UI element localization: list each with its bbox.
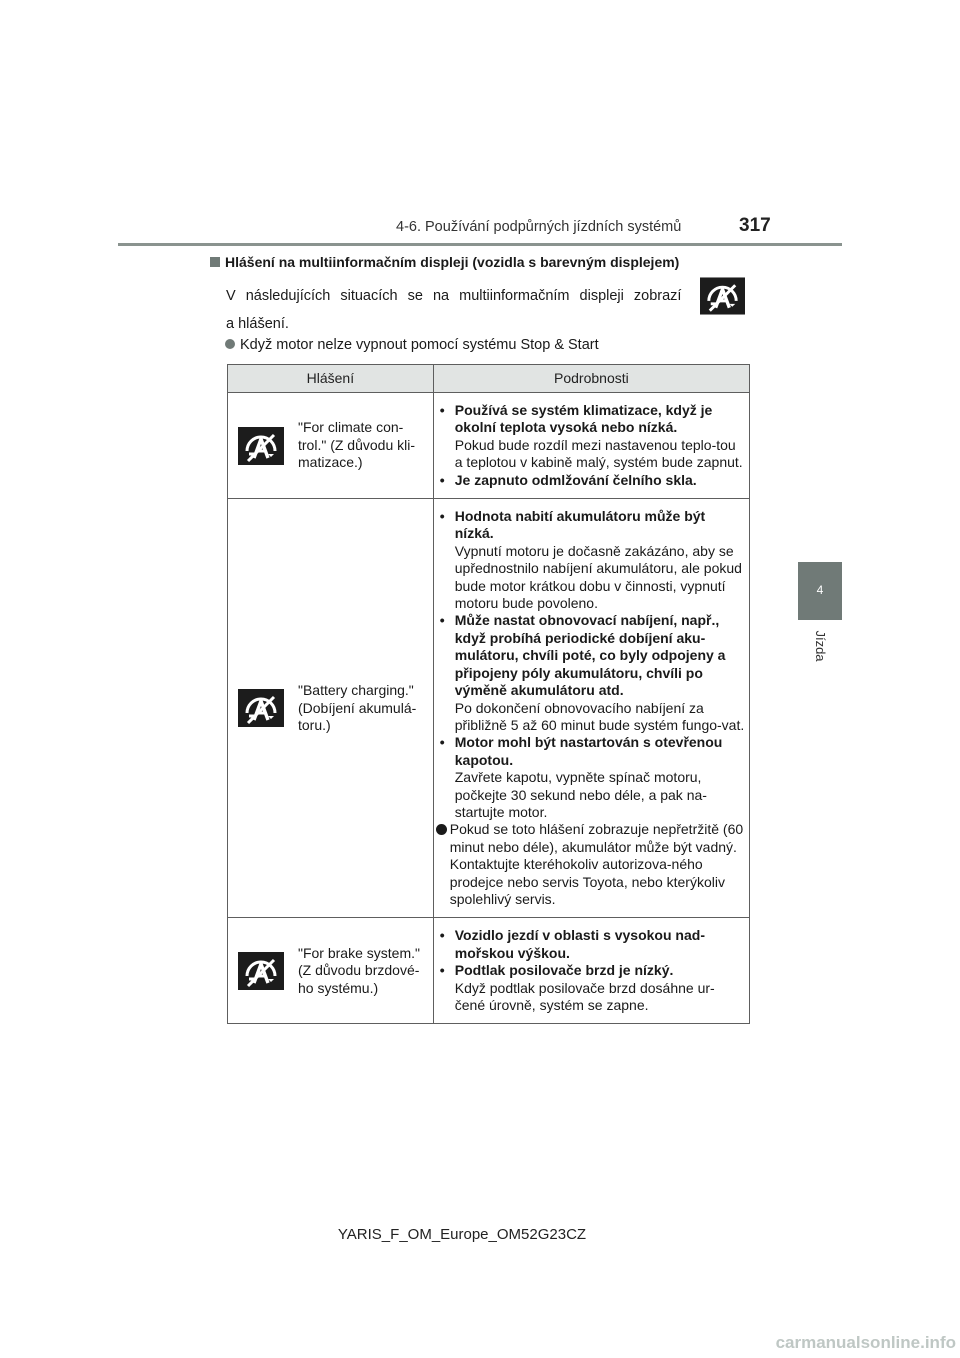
page-number: 317: [739, 215, 771, 236]
detail-item: • Motor mohl být nastartován s otevřenou kapotou. Zavřete kapotu, vypněte spínač motoru, počkejte 30 sekund nebo déle, a pak na-startujte motor.: [440, 734, 745, 821]
detail-item: • Podtlak posilovače brzd je nízký. Když podtlak posilovače brzd dosáhne ur-čené úrovně, systém se zapne.: [440, 962, 745, 1014]
detail-item: • Může nastat obnovovací nabíjení, např., když probíhá periodické dobíjení aku-mulátoru, chvíli poté, co byly odpojeny a připojeny póly akumulátoru, chvíli po výměně akumulátoru atd. Po dokončení obnovovacího nabíjení za přibližně 5 až 60 minut bude systém fungo-vat.: [439, 612, 745, 733]
note-dot-icon: [436, 824, 447, 835]
detail-bold: Hodnota nabití akumulátoru může být nízká.: [454, 508, 706, 542]
detail-item: • Je zapnuto odmlžování čelního skla.: [439, 471, 697, 488]
stop-start-off-icon: [238, 952, 284, 990]
chapter-tab[interactable]: 4: [798, 562, 842, 620]
chapter-tab-label: Jízda: [813, 630, 828, 662]
section-square-icon: [210, 257, 220, 267]
watermark[interactable]: carmanualsonline.info: [775, 1333, 956, 1352]
details-cell: [433, 918, 749, 1024]
message-cell: [228, 918, 434, 1024]
column-header-details: Podrobnosti: [433, 365, 749, 393]
column-header-message: Hlášení: [228, 365, 434, 393]
table-row: [228, 499, 750, 918]
detail-bold: Vozidlo jezdí v oblasti s vysokou nad-mořskou výškou.: [454, 927, 705, 961]
detail-bold: Je zapnuto odmlžování čelního skla.: [454, 471, 697, 488]
intro-line-1: V následujících situacích se na multiinformačním displeji zobrazí: [226, 288, 682, 304]
details-cell: [433, 393, 749, 499]
detail-note-text: Pokud se toto hlášení zobrazuje nepřetržitě (60 minut nebo déle), akumulátor může být vadný. Kontaktujte kteréhokoliv autorizova-ného prodejce nebo servis Toyota, nebo kterýkoliv spolehlivý servis.: [449, 821, 744, 907]
bullet-dot-icon: [225, 339, 235, 349]
bullet-text: Když motor nelze vypnout pomocí systému Stop & Start: [240, 337, 599, 353]
table-row: [228, 918, 750, 1024]
messages-table: [227, 364, 750, 1024]
details-cell: [433, 499, 749, 918]
table-row: [228, 393, 750, 499]
message-cell: [228, 393, 434, 499]
detail-text: Zavřete kapotu, vypněte spínač motoru, počkejte 30 sekund nebo déle, a pak na-startujte motor.: [454, 769, 707, 820]
detail-item: • Používá se systém klimatizace, když je okolní teplota vysoká nebo nízká. Pokud bude rozdíl mezi nastavenou teplo-tou a teplotou v kabině malý, systém bude zapnut.: [440, 402, 745, 472]
table-header-row: [228, 365, 750, 393]
detail-bold: Motor mohl být nastartován s otevřenou kapotou.: [454, 734, 723, 768]
detail-text: Pokud bude rozdíl mezi nastavenou teplo-tou a teplotou v kabině malý, systém bude zapnut.: [454, 436, 743, 471]
stop-start-off-icon: [238, 427, 284, 465]
header-divider: [118, 243, 842, 246]
detail-bold: Používá se systém klimatizace, když je okolní teplota vysoká nebo nízká.: [454, 402, 713, 436]
message-text: "Battery charging." (Dobíjení akumulá-toru.): [298, 682, 417, 733]
section-title-text: Hlášení na multiinformačním displeji (vozidla s barevným displejem): [225, 254, 680, 270]
stop-start-off-icon: [238, 689, 284, 727]
detail-bold: Může nastat obnovovací nabíjení, např., když probíhá periodické dobíjení aku-mulátoru, chvíli poté, co byly odpojeny a připojeny póly akumulátoru, chvíli po výměně akumulátoru atd.: [454, 612, 726, 699]
bullet-item: [225, 337, 599, 353]
detail-note: [440, 821, 745, 908]
detail-text: Když podtlak posilovače brzd dosáhne ur-čené úrovně, systém se zapne.: [454, 979, 715, 1013]
header-section-title: 4-6. Používání podpůrných jízdních systémů: [396, 219, 682, 235]
stop-start-off-icon: [700, 277, 745, 315]
detail-item: • Vozidlo jezdí v oblasti s vysokou nad-mořskou výškou.: [440, 927, 745, 962]
section-title: [210, 254, 679, 270]
intro-line-2: a hlášení.: [226, 316, 289, 332]
detail-item: • Hodnota nabití akumulátoru může být nízká. Vypnutí motoru je dočasně zakázáno, aby se upřednostnilo nabíjení akumulátoru, ale pokud bude motor krátkou dobu v činnosti, vypnutí motoru bude povoleno.: [440, 508, 745, 612]
detail-text: Po dokončení obnovovacího nabíjení za přibližně 5 až 60 minut bude systém fungo-vat.: [454, 699, 745, 733]
message-text: "For climate con-trol." (Z důvodu kli-matizace.): [298, 419, 416, 471]
detail-text: Vypnutí motoru je dočasně zakázáno, aby se upřednostnilo nabíjení akumulátoru, ale pokud bude motor krátkou dobu v činnosti, vypnutí motoru bude povoleno.: [454, 542, 742, 612]
message-text: "For brake system." (Z důvodu brzdové-ho systému.): [298, 944, 420, 996]
footer-doc-id: YARIS_F_OM_Europe_OM52G23CZ: [337, 1226, 587, 1243]
detail-bold: Podtlak posilovače brzd je nízký.: [454, 962, 674, 979]
message-cell: [228, 499, 434, 918]
